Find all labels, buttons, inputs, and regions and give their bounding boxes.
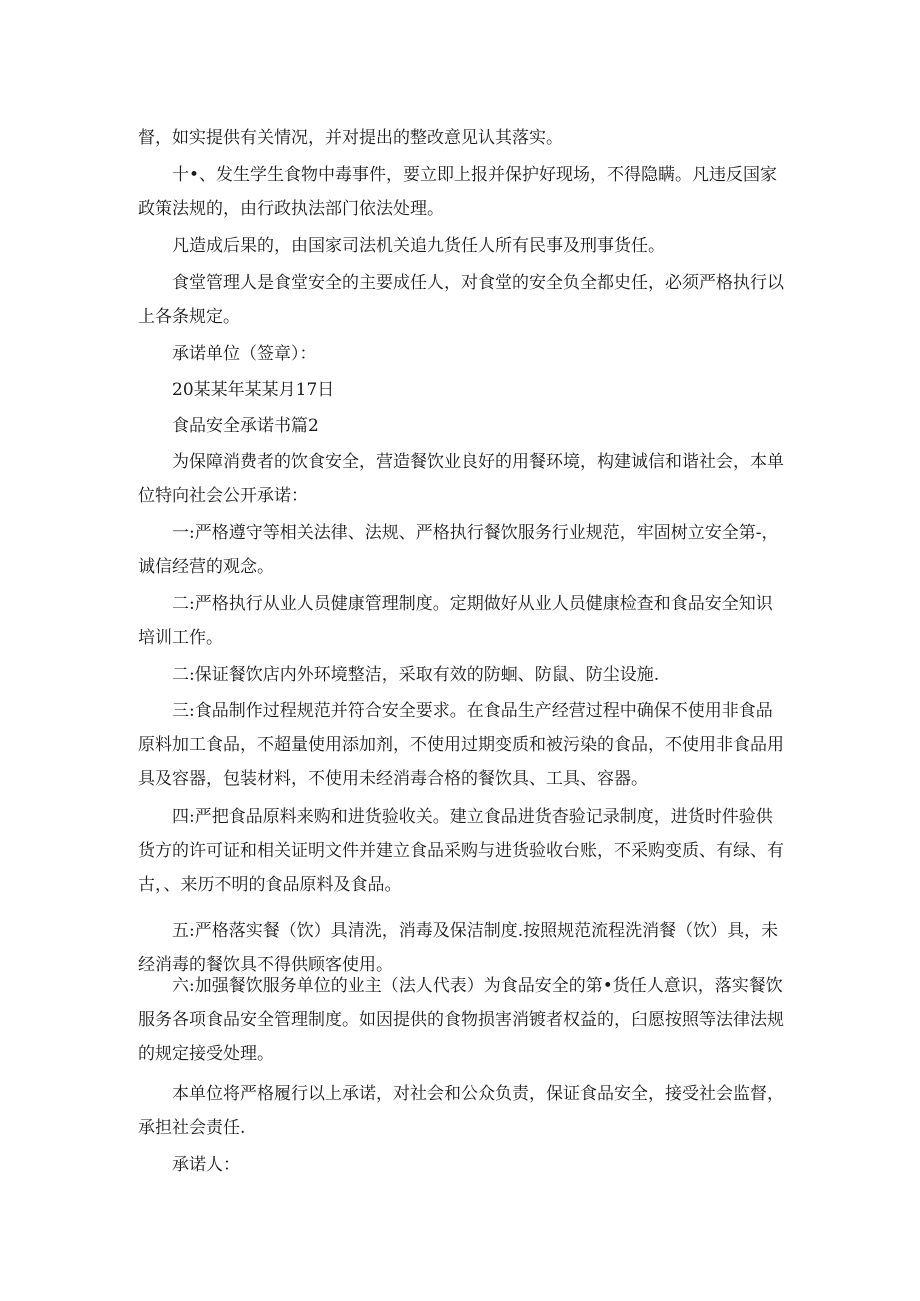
paragraph-item-two-a: 二:严格执行从业人员健康管理制度。定期做好从业人员健康检查和食品安全知识培训工作。 [138,594,773,648]
paragraph-continuation: 督，如实提供有关情况，并对提出的整改意见认其落实。 [138,128,563,148]
paragraph-item-six: 六:加强餐饮服务单位的业主（法人代表）为食品安全的第•货任人意识，落实餐饮服务各项食品安全管理制度。如因提供的食物损害消镀者权益的，臼愿按照等法律法规的规定接受处理。 [138,976,784,1064]
promiser-label: 承诺人： [172,1155,240,1175]
paragraph-intro: 为保障消费者的饮食安全，营造餐饮业良好的用餐环境，构建诚信和谐社会，本单位特向社会公开承诺： [138,452,784,506]
paragraph-item-five: 五:严格落实餐（饮）具清洗，消毒及保洁制度.按照规范流程洗消餐（饮）具，未经消毒的餐饮具不得供顾客使用。 [138,921,779,975]
paragraph-item-four: 四:严把食品原料来购和进货验收关。建立食品进货杳验记录制度，进货时件验供货方的许可证和相关证明文件并建立食品采购与进货验收台账，不采购变质、有绿、有古，、来历不明的食品原料及食品。 [138,807,784,895]
paragraph-manager-responsibility: 食堂管理人是食堂安全的主要成任人，对食堂的安全负全都史任，必须严格执行以上各条规定。 [138,273,784,327]
paragraph-item-eleven: 十•、发生学生食物中毒事件，要立即上报并保护好现场，不得隐瞒。凡违反国家政策法规的，由行政执法部门依法处理。 [138,165,778,219]
signature-unit-label: 承诺单位（签章）： [172,344,317,364]
paragraph-item-three: 三:食品制作过程规范并符合安全要求。在食品生产经营过程中确保不使用非食品原料加工食品，不超量使用添加剂，不使用过期变质和被污染的食品，不使用非食品用具及容器，包装材料，不使用未经消毒合格的餐饮具、工具、容器。 [138,701,784,789]
paragraph-consequences: 凡造成后果的，由国家司法机关追九货任人所有民事及刑事货任。 [172,236,665,256]
section-title: 食品安全承诺书篇2 [172,416,319,436]
paragraph-item-one: 一:严格遵守等相关法律、法规、严格执行餐饮服务行业规范，牢固树立安全第-，诚信经营的观念。 [138,523,779,577]
paragraph-item-two-b: 二:保证餐饮店内外环境整洁，采取有效的防蛔、防鼠、防尘设施. [172,665,660,685]
date-line: 20某某年某某月17日 [172,380,335,400]
paragraph-closing: 本单位将严格履行以上承诺，对社会和公众负责，保证食品安全，接受社会监督，承担社会责任. [138,1084,784,1138]
